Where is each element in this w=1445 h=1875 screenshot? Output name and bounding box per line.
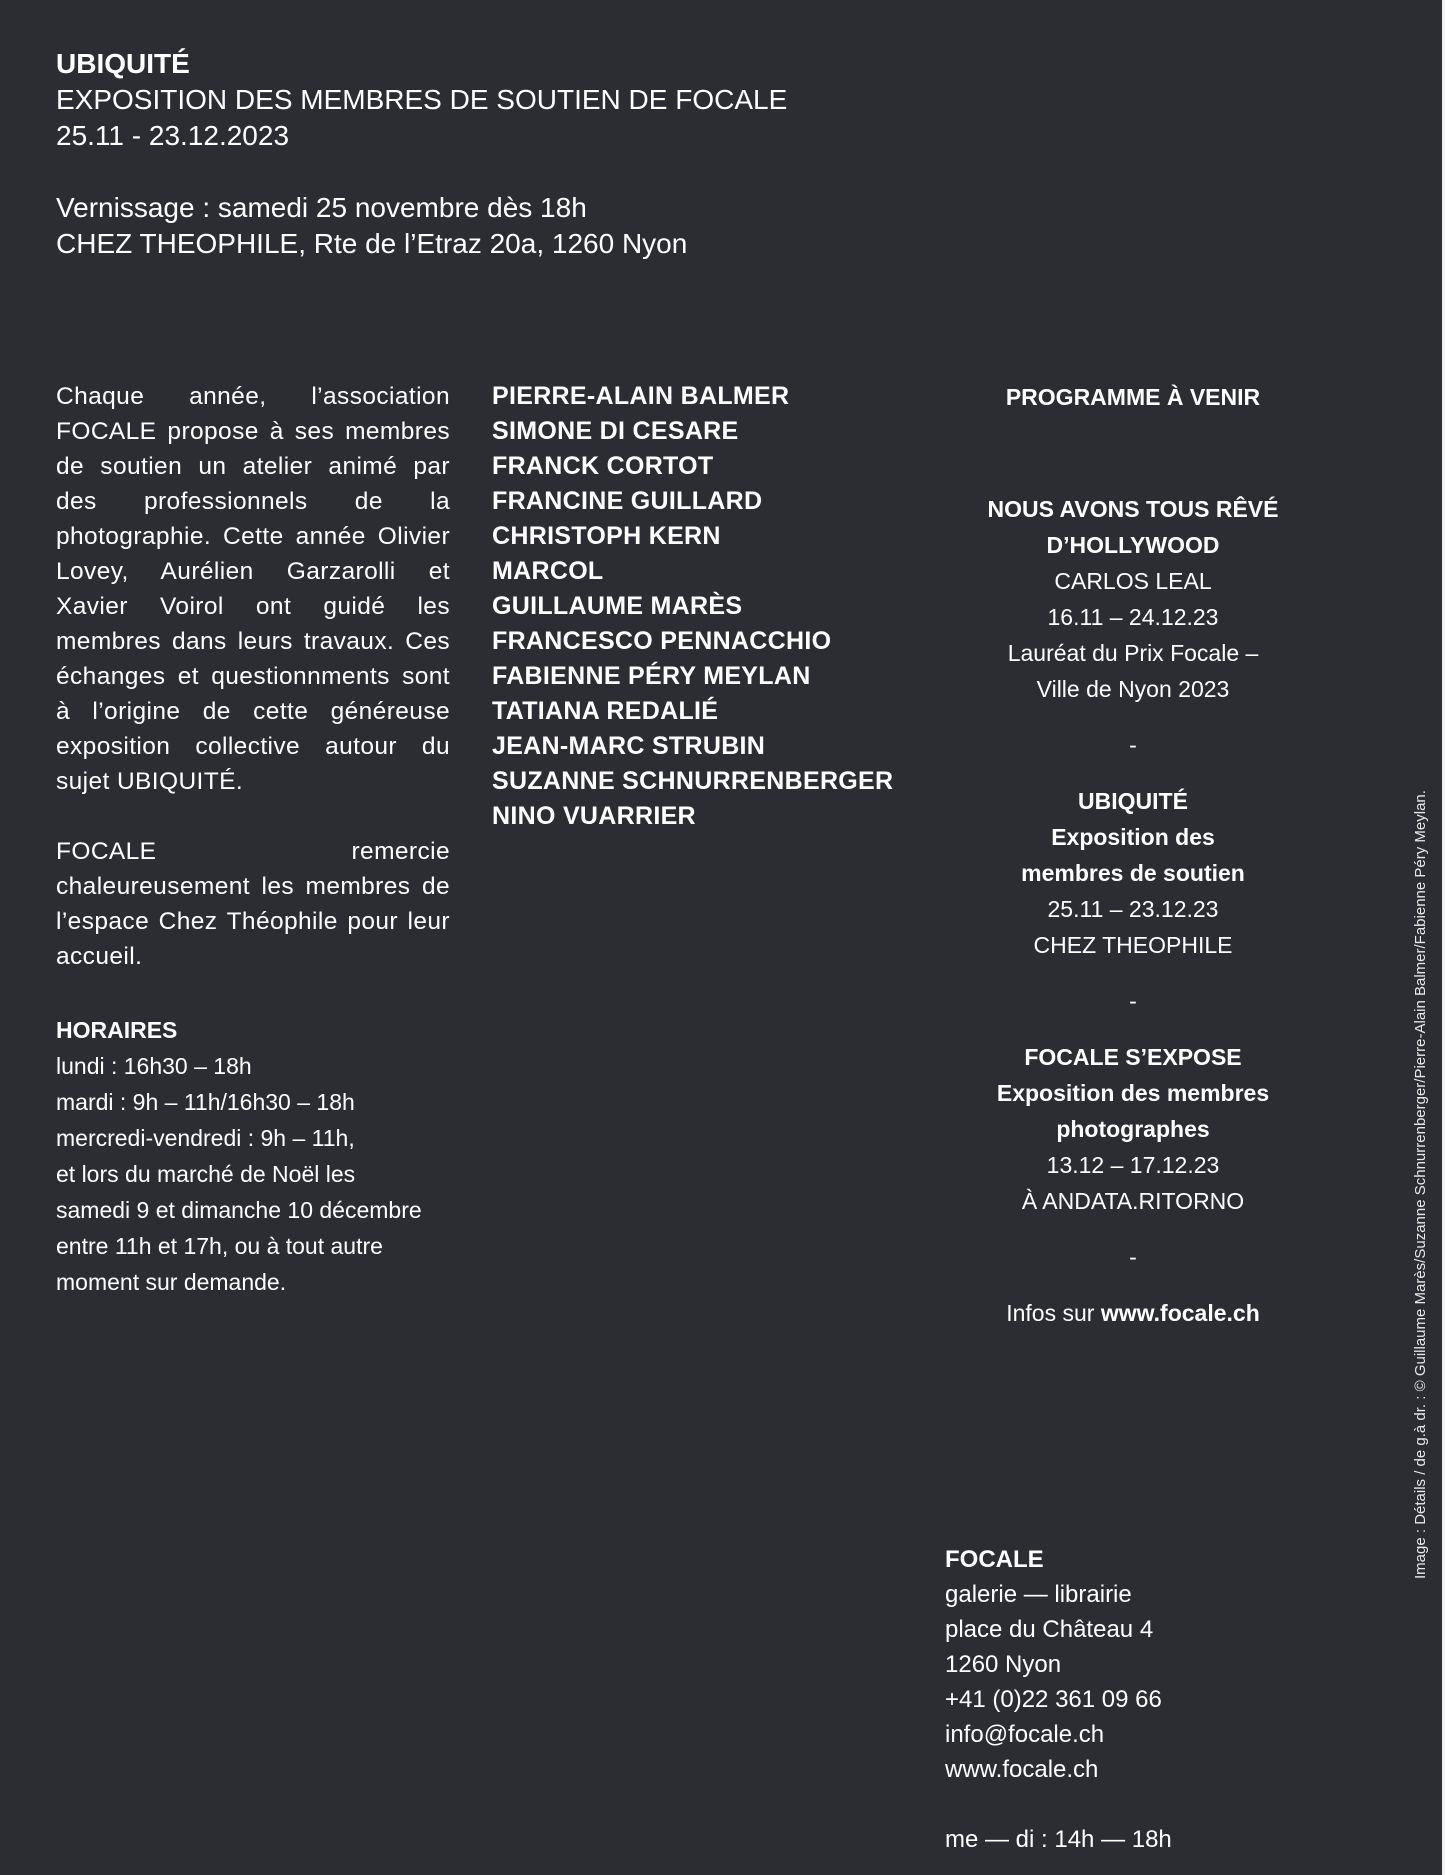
event-title: FOCALE S’EXPOSE	[1024, 1044, 1242, 1070]
intro-paragraph-1: Chaque année, l’association FOCALE propose à ses membres de soutien un atelier animé par des professionnels de la photographie. Cette année Olivier Lovey, Aurélien Garzarolli et Xavier Voirol ont guidé les membres dans leurs travaux. Ces échanges et questionnments sont à l’origine de cette généreuse exposition collective autour du sujet UBIQUITÉ.	[56, 383, 450, 795]
artist-name: FRANCK CORTOT	[492, 452, 714, 480]
contact-phone[interactable]: +41 (0)22 361 09 66	[945, 1686, 1162, 1713]
event-title: D’HOLLYWOOD	[1046, 532, 1220, 558]
hours-line: entre 11h et 17h, ou à tout autre	[56, 1233, 383, 1259]
exhibition-title: UBIQUITÉ	[56, 48, 190, 79]
infos-prefix: Infos sur	[1006, 1300, 1101, 1326]
vernissage-address: CHEZ THEOPHILE, Rte de l’Etraz 20a, 1260 Nyon	[56, 228, 688, 259]
separator-dash: -	[1129, 988, 1137, 1014]
artist-name: FABIENNE PÉRY MEYLAN	[492, 662, 811, 690]
artist-name: PIERRE-ALAIN BALMER	[492, 382, 790, 410]
artist-name: FRANCESCO PENNACCHIO	[492, 627, 832, 655]
artist-name: SIMONE DI CESARE	[492, 417, 739, 445]
event-subtitle: Exposition des	[1051, 824, 1215, 850]
event-dates: 25.11 – 23.12.23	[1047, 896, 1219, 922]
artist-name: NINO VUARRIER	[492, 802, 696, 830]
event-focale-sexpose	[960, 1039, 1306, 1219]
contact-line: 1260 Nyon	[945, 1651, 1062, 1678]
infos-line	[960, 1295, 1306, 1331]
opening-hours	[56, 1012, 422, 1300]
hours-line: mercredi-vendredi : 9h – 11h,	[56, 1125, 355, 1151]
programme-heading: PROGRAMME À VENIR	[1005, 384, 1261, 410]
upcoming-programme	[960, 379, 1306, 1331]
event-place: CHEZ THEOPHILE	[1033, 932, 1233, 958]
artist-name: FRANCINE GUILLARD	[492, 487, 763, 515]
vernissage-date: Vernissage : samedi 25 novembre dès 18h	[56, 192, 587, 223]
event-dates: 13.12 – 17.12.23	[1046, 1152, 1220, 1178]
focale-contact	[945, 1542, 1172, 1857]
event-note: Ville de Nyon 2023	[1036, 676, 1230, 702]
event-subtitle: membres de soutien	[1021, 860, 1245, 886]
hours-heading: HORAIRES	[56, 1017, 178, 1043]
gallery-name: FOCALE	[945, 1546, 1044, 1573]
event-ubiquite	[960, 783, 1306, 963]
image-credit: Image : Détails / de g.à dr. : © Guillaume Marès/Suzanne Schnurrenberger/Pierre-Alain Balmer/Fabienne Péry Meylan.	[1412, 790, 1429, 1579]
exhibition-subtitle: EXPOSITION DES MEMBRES DE SOUTIEN DE FOCALE	[56, 84, 788, 115]
hours-line: lundi : 16h30 – 18h	[56, 1053, 252, 1079]
contact-line: place du Château 4	[945, 1616, 1154, 1643]
event-hollywood	[960, 491, 1306, 707]
artist-name: CHRISTOPH KERN	[492, 522, 721, 550]
exhibition-header	[56, 46, 787, 154]
artist-name: JEAN-MARC STRUBIN	[492, 732, 766, 760]
contact-email[interactable]: info@focale.ch	[945, 1721, 1105, 1748]
artist-name: GUILLAUME MARÈS	[492, 592, 743, 620]
event-title: UBIQUITÉ	[1078, 788, 1188, 814]
artist-name: MARCOL	[492, 557, 604, 585]
website-link[interactable]: www.focale.ch	[1100, 1300, 1260, 1326]
event-subtitle: photographes	[1056, 1116, 1210, 1142]
artist-list	[492, 379, 893, 834]
hours-line: samedi 9 et dimanche 10 décembre	[56, 1197, 422, 1223]
hours-line: mardi : 9h – 11h/16h30 – 18h	[56, 1089, 355, 1115]
hours-line: moment sur demande.	[56, 1269, 287, 1295]
event-dates: 16.11 – 24.12.23	[1047, 604, 1219, 630]
hours-line: et lors du marché de Noël les	[56, 1161, 356, 1187]
gallery-hours: me — di : 14h — 18h	[945, 1826, 1172, 1853]
event-title: NOUS AVONS TOUS RÊVÉ	[987, 496, 1279, 522]
contact-line: galerie — librairie	[945, 1581, 1132, 1608]
contact-website[interactable]: www.focale.ch	[945, 1756, 1099, 1783]
separator-dash: -	[1129, 732, 1137, 758]
intro-text	[56, 379, 450, 974]
exhibition-dates: 25.11 - 23.12.2023	[56, 120, 290, 151]
event-subtitle: Exposition des membres	[996, 1080, 1270, 1106]
artist-name: TATIANA REDALIÉ	[492, 697, 719, 725]
intro-paragraph-2: FOCALE remercie chaleureusement les membres de l’espace Chez Théophile pour leur accueil.	[56, 838, 450, 970]
event-note: Lauréat du Prix Focale –	[1007, 640, 1259, 666]
separator-dash: -	[1129, 1244, 1137, 1270]
event-artist: CARLOS LEAL	[1054, 568, 1212, 594]
artist-name: SUZANNE SCHNURRENBERGER	[492, 767, 894, 795]
vernissage-info	[56, 190, 687, 262]
event-place: À ANDATA.RITORNO	[1021, 1188, 1245, 1214]
